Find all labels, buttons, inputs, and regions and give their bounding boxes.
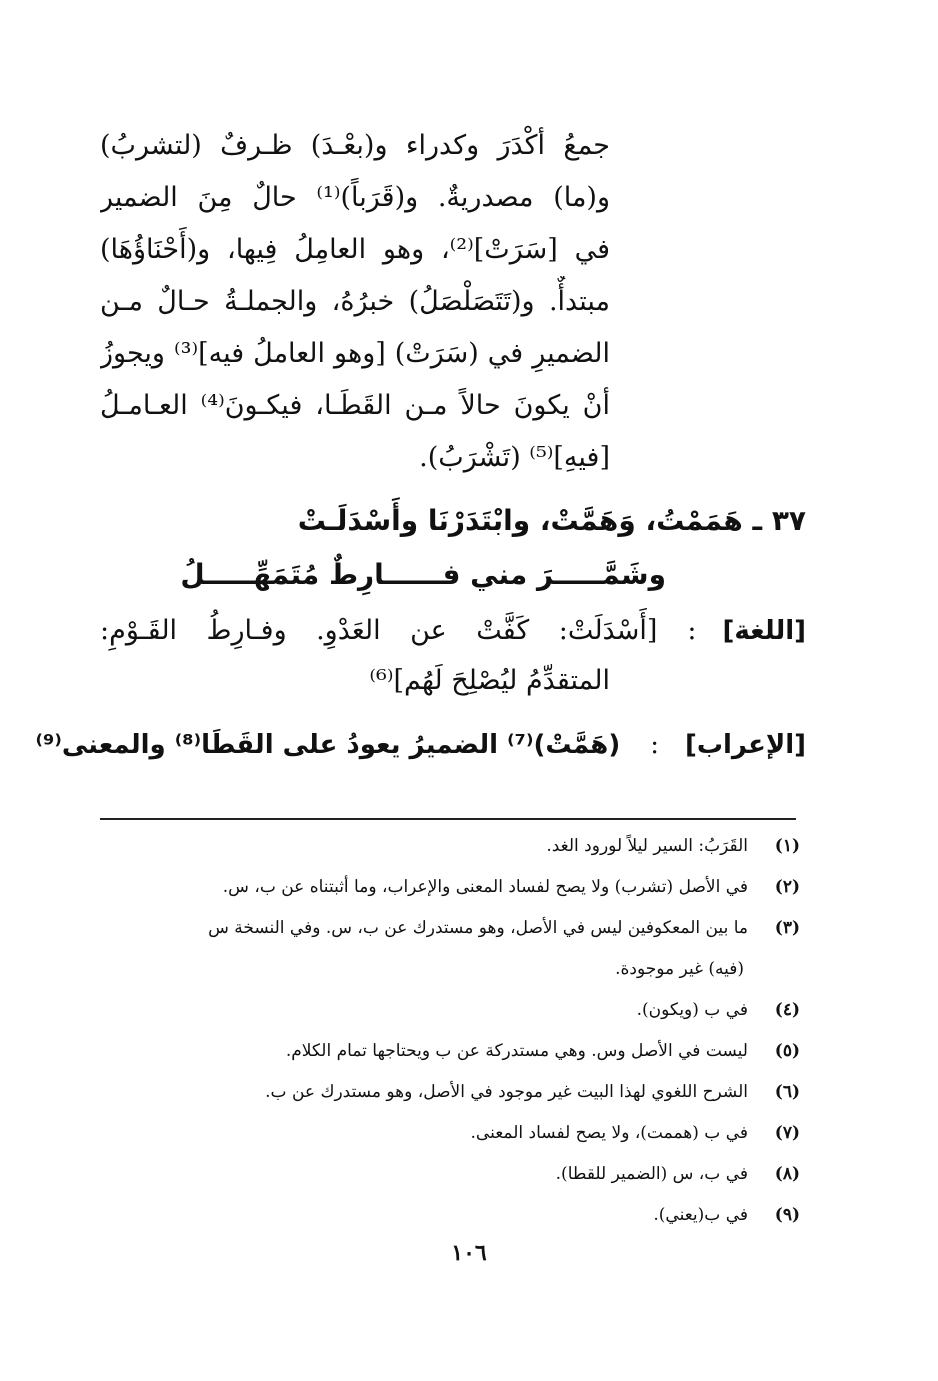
- page-number: ١٠٦: [451, 1240, 487, 1266]
- body-line: جمعُ أكْدَرَ وكدراء و(بعْـدَ) ظـرفٌ (لتشربُ): [100, 130, 610, 161]
- lugha-label: [اللغة]: [722, 616, 806, 646]
- main-text-block: [100, 120, 806, 484]
- footnote-item: [100, 826, 800, 867]
- footnote-item: [100, 990, 800, 1031]
- footnote-text: في ب (هممت)، ولا يصح لفساد المعنى.: [470, 1123, 748, 1143]
- footnote-text: في ب(يعني).: [653, 1205, 748, 1225]
- irab-section: [35, 720, 806, 770]
- footnote-text-continued: (فيه) غير موجودة.: [615, 959, 744, 979]
- verse-block: [100, 494, 806, 602]
- verse-line-first: ٣٧ ـ هَمَمْتُ، وَهَمَّتْ، وابْتَدَرْنَا وأَسْدَلَـتْ: [297, 504, 806, 537]
- body-line: في [سَرَتْ]⁽²⁾، وهو العامِلُ فِيها، و(أَحْنَاؤُهَا): [100, 234, 610, 265]
- footnote-item: [100, 1195, 800, 1236]
- footnote-text: في ب، س (الضمير للقطا).: [555, 1164, 748, 1184]
- footnote-text: في الأصل (تشرب) ولا يصح لفساد المعنى والإعراب، وما أثبتناه عن ب، س.: [222, 877, 748, 897]
- body-line: أنْ يكونَ حالاً مـن القَطَـا، فيكـونَ⁽⁴⁾ العـامـلُ: [100, 390, 610, 421]
- footnote-text: في ب (ويكون).: [636, 1000, 748, 1020]
- body-line: مبتدأٌ. و(تَتَصَلْصَلُ) خبرُهُ، والجملـةُ حـالٌ مـن: [100, 286, 610, 317]
- footnote-text: الشرح اللغوي لهذا البيت غير موجود في الأصل، وهو مستدرك عن ب.: [265, 1082, 748, 1102]
- footnote-continuation: [100, 949, 800, 990]
- footnote-item: [100, 908, 800, 949]
- footnote-item: [100, 1031, 800, 1072]
- footnote-number: (٢): [774, 877, 800, 897]
- footnote-item: [100, 867, 800, 908]
- footnote-number: (٣): [774, 918, 800, 938]
- footnote-item: [100, 1113, 800, 1154]
- lugha-line-first: [أَسْدَلَتْ: كَفَّتْ عن العَدْوِ. وفـارِطُ القَـوْمِ:: [100, 615, 658, 646]
- footnote-text: ليست في الأصل وس. وهي مستدركة عن ب ويحتاجها تمام الكلام.: [285, 1041, 748, 1061]
- footnote-text: ما بين المعكوفين ليس في الأصل، وهو مستدرك عن ب، س. وفي النسخة س: [208, 918, 748, 938]
- lugha-colon: :: [687, 615, 697, 646]
- footnote-number: (١): [774, 836, 800, 856]
- body-line: الضميرِ في (سَرَتْ) [وهو العاملُ فيه]⁽³⁾ ويجوزُ: [100, 338, 610, 369]
- footnote-item: [100, 1154, 800, 1195]
- footnote-text: القَرَبُ: السير ليلاً لورود الغد.: [546, 836, 748, 856]
- footnote-number: (٧): [774, 1123, 800, 1143]
- footnote-number: (٨): [774, 1164, 800, 1184]
- irab-label: [الإعراب]: [684, 730, 806, 760]
- footnote-number: (٩): [774, 1205, 800, 1225]
- irab-colon: :: [650, 730, 659, 760]
- irab-text: (هَمَّتْ)⁽⁷⁾ الضميرُ يعودُ على القَطَا⁽⁸⁾ والمعنى⁽⁹⁾: [35, 730, 621, 760]
- lugha-section: [100, 606, 806, 706]
- footnote-number: (٤): [774, 1000, 800, 1020]
- footnote-item: [100, 1072, 800, 1113]
- body-line: [فيهِ]⁽⁵⁾ (تَشْرَبُ).: [419, 442, 610, 473]
- verse-line-second: وشَمَّـــــرَ مني فــــــارِطٌ مُتَمَهِّـــــلُ: [180, 558, 666, 591]
- lugha-line-second: المتقدِّمُ ليُصْلِحَ لَهُم]⁽⁶⁾: [369, 665, 610, 696]
- footnotes: [100, 826, 800, 1236]
- footnote-divider: [100, 818, 796, 820]
- footnote-number: (٥): [774, 1041, 800, 1061]
- footnote-number: (٦): [774, 1082, 800, 1102]
- page-body: [35, 120, 806, 770]
- body-line: و(ما) مصدريةٌ. و(قَرَباً)⁽¹⁾ حالٌ مِنَ الضمير: [100, 182, 610, 213]
